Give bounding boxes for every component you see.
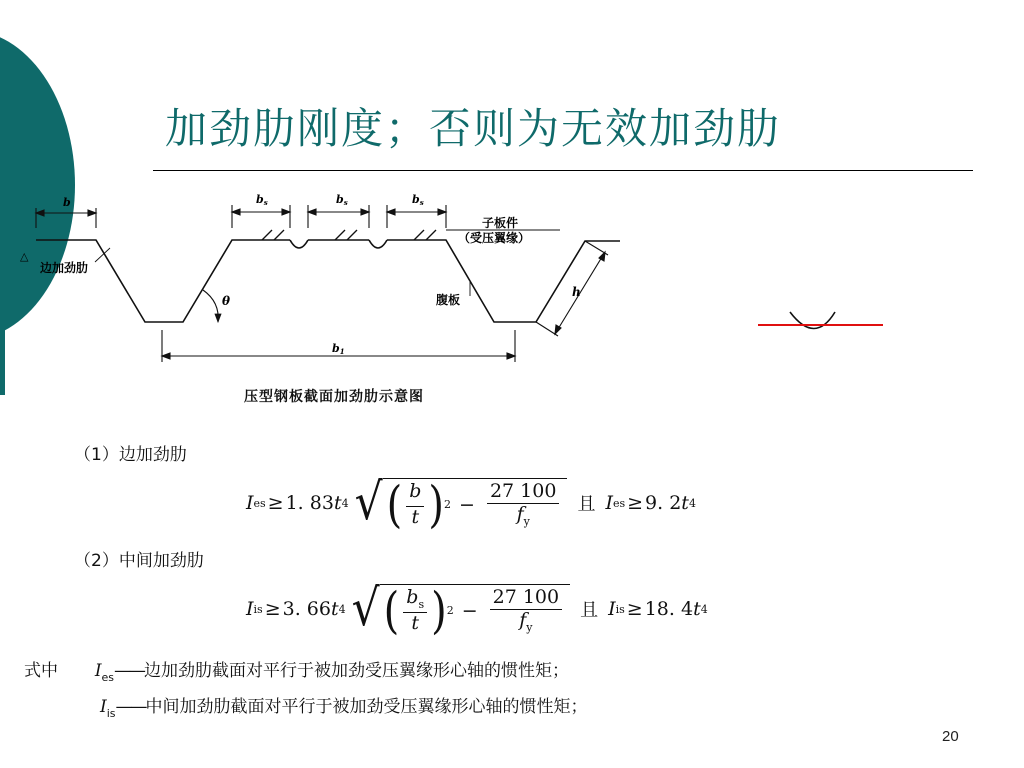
title-underline	[153, 170, 973, 171]
section2-heading: （2）中间加劲肋	[74, 551, 204, 571]
stiffener-bump-2	[369, 240, 387, 248]
dim-b	[36, 208, 96, 228]
note-line-1: 式中 $I_{es}——$边加劲肋截面对平行于被加劲受压翼缘形心轴的惯性矩；	[24, 661, 570, 684]
note-line-2: $I_{is}——$中间加劲肋截面对平行于被加劲受压翼缘形心轴的惯性矩；	[100, 697, 588, 720]
stiffener-section-diagram	[0, 180, 1024, 390]
label-web: 腹板	[436, 293, 461, 307]
label-compression-flange: （受压翼缘）	[458, 231, 531, 245]
label-bs-3: bs	[412, 193, 424, 207]
label-theta: θ	[222, 294, 231, 308]
label-b: b	[63, 196, 71, 209]
profile-outline	[36, 240, 290, 322]
diagram-caption: 压型钢板截面加劲肋示意图	[244, 389, 424, 405]
section1-heading: （1）边加劲肋	[74, 445, 187, 465]
page-number: 20	[942, 728, 959, 745]
intermediate-stiffener-formula: I is ≥ 3. 66 t 4 √ ( $\frac{b_s}{t}$ ) 2 − $\frac{27 100}{f_y}$ 且 I is ≥ 18. 4 t 4	[246, 579, 708, 640]
label-bs-2: bs	[336, 193, 348, 207]
stiffener-bump-1	[290, 240, 308, 248]
sub-element-hatching	[262, 230, 436, 240]
stiffener-curve-sketch	[758, 312, 883, 329]
label-h: h	[572, 285, 581, 299]
support-mark: △	[20, 250, 29, 263]
label-bs-1: bs	[256, 193, 268, 207]
label-b1: b1	[332, 342, 345, 356]
note-lead: 式中	[24, 661, 58, 681]
slide-title: 加劲肋刚度；否则为无效加劲肋	[165, 104, 782, 153]
edge-stiffener-formula: I es ≥ 1. 83 t 4 √ ( $\frac{b}{t}$ ) 2 − $\frac{27 100}{f_y}$ 且 I es ≥ 9. 2 t 4	[246, 473, 696, 534]
label-edge-stiffener: 边加劲肋	[40, 261, 89, 275]
dim-bs	[232, 205, 446, 228]
label-sub-element: 子板件	[482, 216, 519, 230]
